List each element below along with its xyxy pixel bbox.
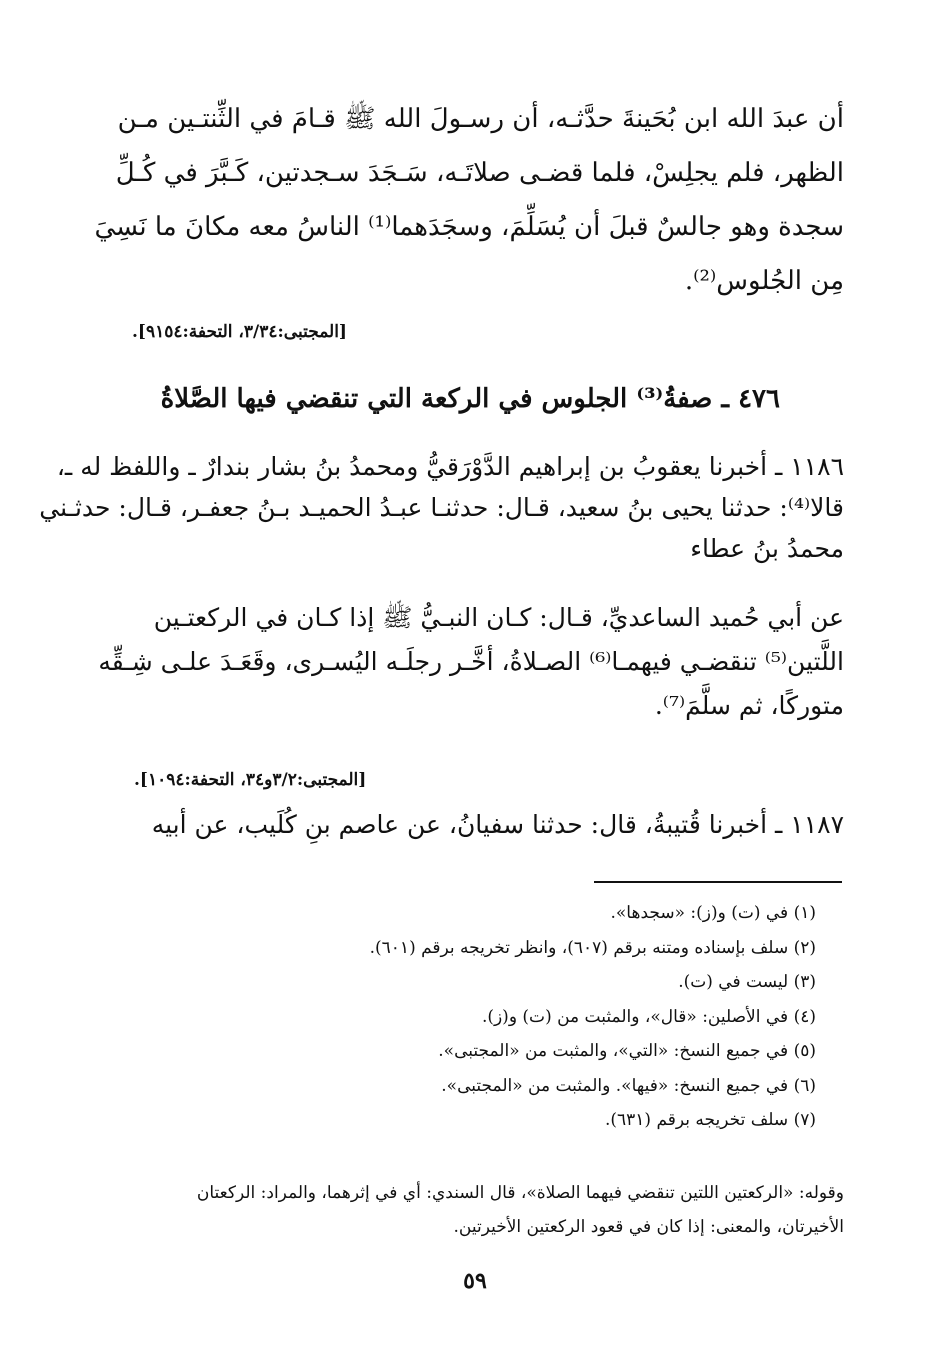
text-line: أن عبدَ الله ابن بُحَينةَ حدَّثـه، أن رسـولَ الله ﷺ قـامَ في الثِّنتـين مـن xyxy=(117,104,844,134)
text-line: مِن الجُلوس⁽²⁾. xyxy=(684,266,844,296)
footnote: (٧) سلف تخريجه برقم (٦٣١). xyxy=(604,1110,816,1130)
footnote: (٦) في جميع النسخ: «فيها». والمثبت من «المجتبى». xyxy=(441,1075,816,1096)
text-line: الظهر، فلم يجلِسْ، فلما قضـى صلاتَـه، سَـجَدَ سـجدتين، كَـبَّرَ في كُـلِّ xyxy=(115,158,844,188)
hadith-isnad-1187 xyxy=(118,804,844,845)
hadith-matn-1186 xyxy=(98,596,844,728)
footnote: (٤) في الأصلين: «قال»، والمثبت من (ت) و(ز). xyxy=(481,1006,816,1027)
text-line: ١١٨٧ ـ أخبرنا قُتيبةُ، قال: حدثنا سفيانُ، عن عاصم بنِ كُلَيب، عن أبيه xyxy=(151,810,844,839)
footnote: (١) في (ت) و(ز): «سجدها». xyxy=(610,903,816,923)
text-line: قالا⁽⁴⁾: حدثنا يحيى بنُ سعيد، قـال: حدثنـا عبـدُ الحميـد بـنُ جعفـر، قـال: حدثـني xyxy=(39,493,844,522)
source-reference: [المجتبى:٣/٣٤، التحفة:٩١٥٤]. xyxy=(132,322,347,342)
text-line: سجدة وهو جالسٌ قبلَ أن يُسَلِّمَ، وسجَدَهما⁽¹⁾ الناسُ معه مكانَ ما نَسِيَ xyxy=(94,212,844,242)
text-line: وقوله: «الركعتين اللتين تنقضي فيهما الصلاة»، قال السندي: أي في إثرهما، والمراد: الركعتان xyxy=(196,1183,844,1203)
text-line: محمدُ بنُ عطاء xyxy=(690,534,844,563)
footnote-commentary xyxy=(130,1176,844,1244)
chapter-heading: ٤٧٦ ـ صفةُ⁽³⁾ الجلوس في الركعة التي تنقضي فيها الصَّلاةُ xyxy=(160,384,780,414)
footnote: (٢) سلف بإسناده ومتنه برقم (٦٠٧)، وانظر تخريجه برقم (٦٠١). xyxy=(369,937,816,958)
footnote-divider xyxy=(594,881,842,883)
text-line: متوركًا، ثم سلَّمَ⁽⁷⁾. xyxy=(654,691,844,720)
text-line: عن أبي حُميد الساعديِّ، قـال: كـان النبـيُّ ﷺ إذا كـان في الركعتـين xyxy=(153,603,844,632)
footnote: (٣) ليست في (ت). xyxy=(678,972,816,992)
text-line: اللَّتين⁽⁵⁾ تنقضـي فيهمـا⁽⁶⁾ الصـلاةُ، أخَّـر رجلَـه اليُسـرى، وقَعَـدَ علـى شِـقِّه xyxy=(98,647,844,676)
footnote: (٥) في جميع النسخ: «التي»، والمثبت من «المجتبى». xyxy=(438,1041,816,1061)
text-line: ١١٨٦ ـ أخبرنا يعقوبُ بن إبراهيم الدَّوْرَقيُّ ومحمدُ بنُ بشار بندارٌ ـ واللفظ له ـ، xyxy=(56,452,844,481)
source-reference: [المجتبى:٣/٢و٣٤، التحفة:١٠٩٤]. xyxy=(134,770,367,790)
text-line: الأخيرتان، والمعنى: إذا كان في قعود الركعتين الأخيرتين. xyxy=(453,1217,844,1237)
page-number: ٥٩ xyxy=(463,1268,487,1294)
hadith-isnad-1186 xyxy=(39,446,844,569)
hadith-continuation-paragraph xyxy=(94,92,844,308)
footnotes xyxy=(300,896,816,1138)
